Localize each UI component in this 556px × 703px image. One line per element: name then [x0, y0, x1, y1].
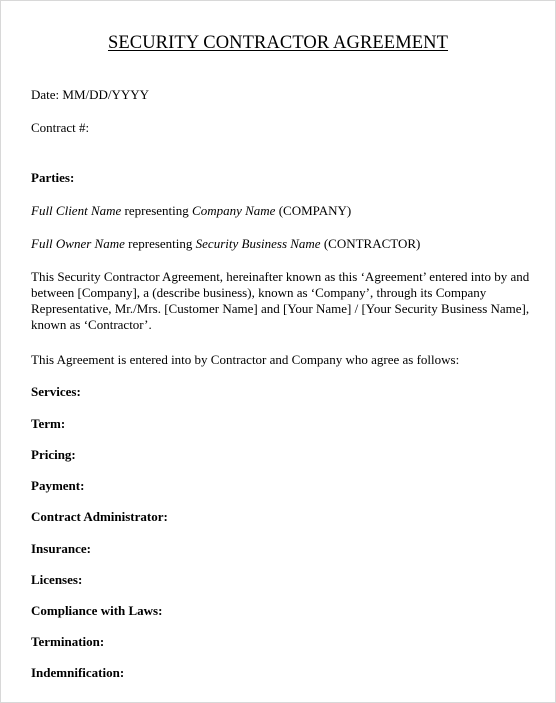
owner-name: Full Owner Name [31, 236, 125, 251]
client-representing-word: representing [121, 203, 193, 218]
document-title: SECURITY CONTRACTOR AGREEMENT [107, 33, 449, 53]
contract-number-line: Contract #: [31, 120, 90, 135]
section-heading-contract-administrator: Contract Administrator: [31, 509, 168, 524]
parties-heading: Parties: [31, 170, 75, 185]
intro-paragraph-line: This Security Contractor Agreement, hereinafter known as this ‘Agreement’ entered into by and [31, 269, 530, 284]
section-heading-payment: Payment: [31, 478, 85, 493]
intro-paragraph-line: known as ‘Contractor’. [31, 317, 152, 332]
client-party-line [31, 203, 351, 219]
client-name: Full Client Name [31, 203, 122, 218]
owner-role: (CONTRACTOR) [320, 236, 421, 251]
section-heading-indemnification: Indemnification: [31, 665, 125, 680]
intro-paragraph-line: between [Company], a (describe business), known as ‘Company’, through its Company [31, 285, 487, 300]
client-role: (COMPANY) [275, 203, 352, 218]
agreement-statement: This Agreement is entered into by Contractor and Company who agree as follows: [31, 352, 460, 367]
section-heading-term: Term: [31, 416, 66, 431]
date-line: Date: MM/DD/YYYY [31, 87, 150, 102]
owner-representing-word: representing [124, 236, 196, 251]
section-heading-licenses: Licenses: [31, 572, 83, 587]
section-heading-services: Services: [31, 384, 81, 399]
section-heading-compliance-with-laws: Compliance with Laws: [31, 603, 163, 618]
client-company-name: Company Name [192, 203, 276, 218]
owner-party-line [31, 236, 420, 252]
owner-business-name: Security Business Name [195, 236, 321, 251]
intro-paragraph-line: Representative, Mr./Mrs. [Customer Name] and [Your Name] / [Your Security Business Name], [31, 301, 530, 316]
section-heading-insurance: Insurance: [31, 541, 91, 556]
section-heading-termination: Termination: [31, 634, 105, 649]
section-heading-pricing: Pricing: [31, 447, 76, 462]
